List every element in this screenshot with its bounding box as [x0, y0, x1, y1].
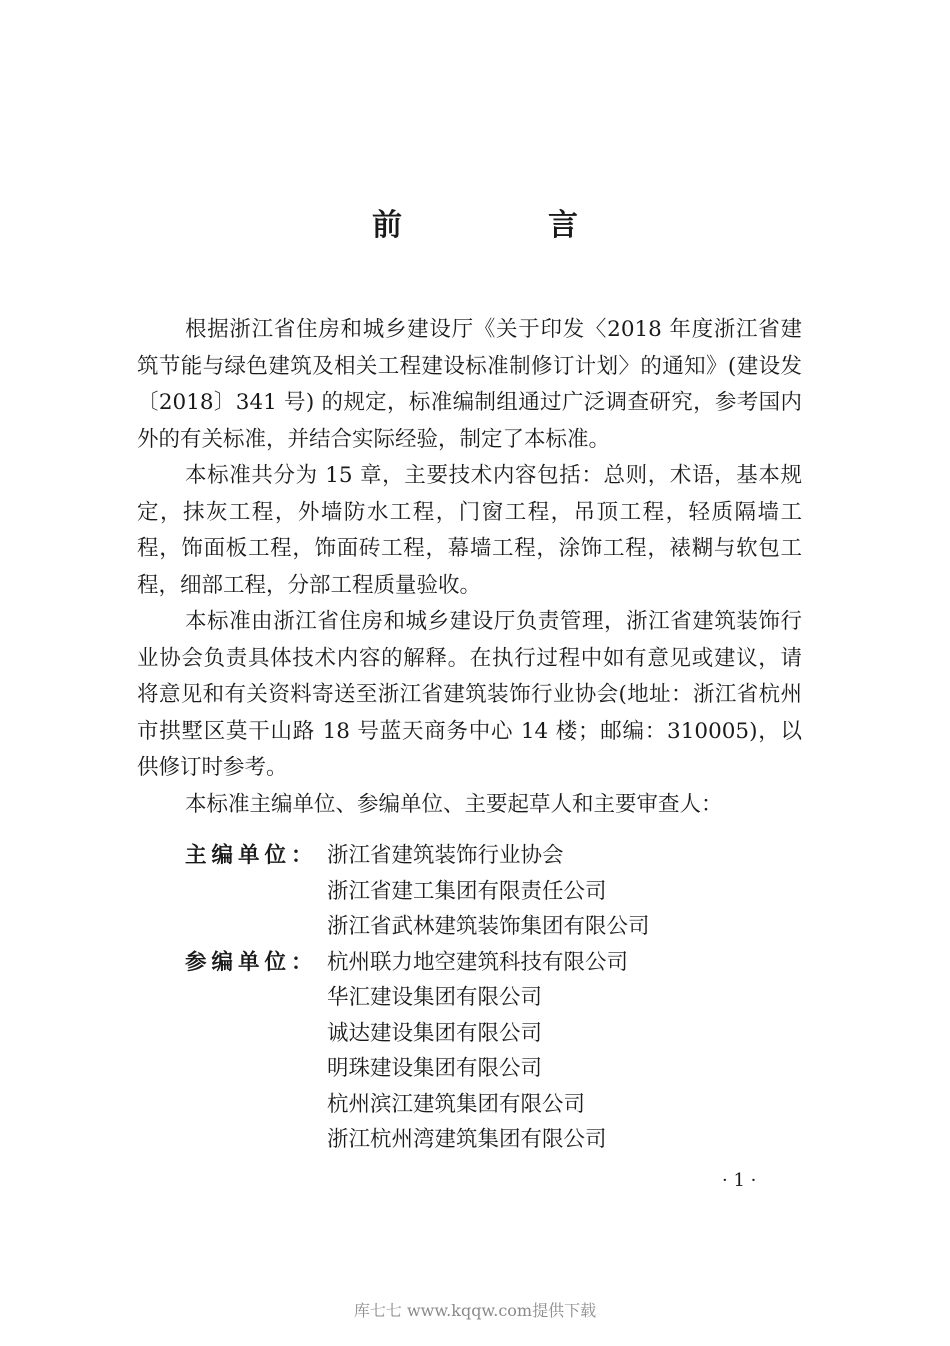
watermark: 库七七 www.kqqw.com提供下载	[353, 1301, 597, 1320]
page-number: · 1 ·	[722, 1170, 757, 1191]
chief-units-group	[185, 838, 650, 945]
list-item: 华汇建设集团有限公司	[327, 985, 543, 1010]
chief-units-list	[327, 838, 650, 945]
list-item: 杭州联力地空建筑科技有限公司	[327, 949, 629, 975]
participating-units-group	[185, 945, 650, 1158]
chief-units-label: 主编单位：	[185, 843, 318, 868]
units-section	[185, 838, 650, 1158]
paragraph: 本标准共分为 15 章，主要技术内容包括：总则，术语，基本规定，抹灰工程，外墙防水工程，门窗工程，吊顶工程，轻质隔墙工程，饰面板工程，饰面砖工程，幕墙工程，涂饰工程，裱糊与软包工程，细部工程，分部工程质量验收。	[137, 463, 802, 598]
list-item: 明珠建设集团有限公司	[327, 1056, 543, 1081]
paragraph: 根据浙江省住房和城乡建设厅《关于印发〈2018 年度浙江省建筑节能与绿色建筑及相关工程建设标准制修订计划〉的通知》(建设发〔2018〕341 号) 的规定，标准编制组通过广泛调查研究，参考国内外的有关标准，并结合实际经验，制定了本标准。	[137, 317, 802, 452]
list-item: 浙江杭州湾建筑集团有限公司	[327, 1127, 607, 1152]
participating-units-list	[327, 945, 628, 1158]
list-item: 浙江省武林建筑装饰集团有限公司	[327, 914, 650, 939]
preface-body	[137, 312, 802, 823]
list-item: 杭州滨江建筑集团有限公司	[327, 1091, 586, 1117]
page-title: 前 言	[372, 208, 636, 243]
list-item: 诚达建设集团有限公司	[327, 1020, 543, 1046]
paragraph: 本标准主编单位、参编单位、主要起草人和主要审查人：	[185, 791, 723, 817]
list-item: 浙江省建筑装饰行业协会	[327, 843, 564, 868]
paragraph: 本标准由浙江省住房和城乡建设厅负责管理，浙江省建筑装饰行业协会负责具体技术内容的解释。在执行过程中如有意见或建议，请将意见和有关资料寄送至浙江省建筑装饰行业协会(地址：浙江省杭州市拱墅区莫干山路 18 号蓝天商务中心 14 楼；邮编：310005)，以供修订时参考。	[137, 609, 802, 780]
list-item: 浙江省建工集团有限责任公司	[327, 878, 607, 904]
participating-units-label: 参编单位：	[185, 949, 318, 975]
